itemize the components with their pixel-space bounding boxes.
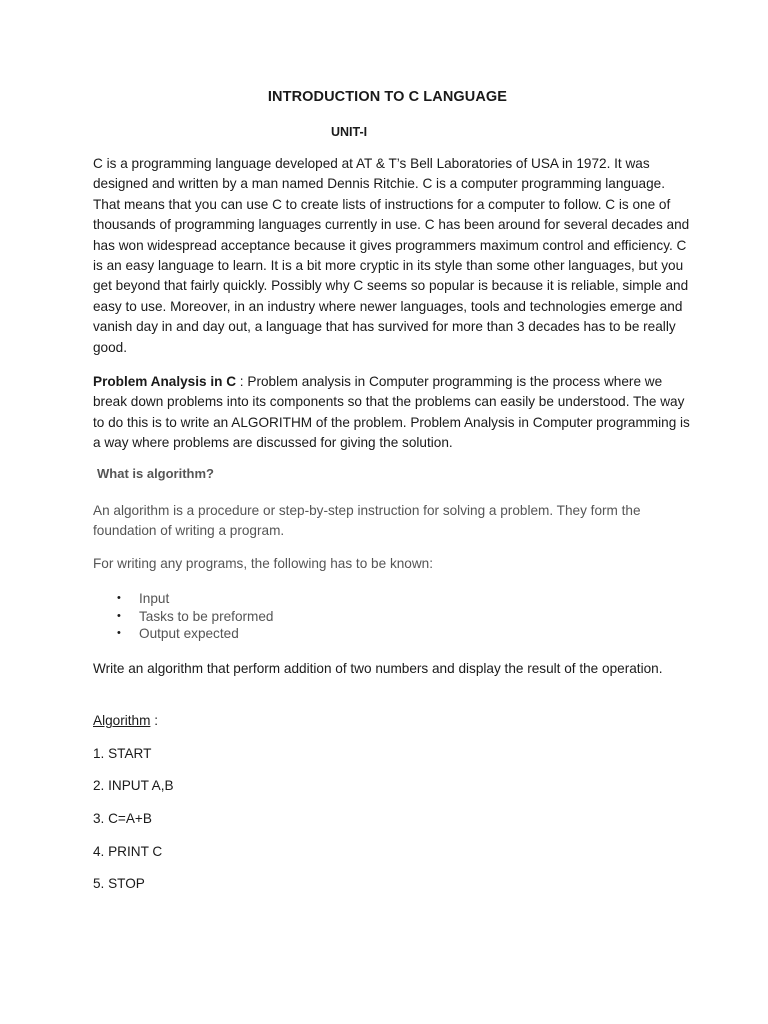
algorithm-definition: An algorithm is a procedure or step-by-step instruction for solving a problem. They form the foundation of writing a program.: [93, 503, 641, 538]
list-item: [93, 608, 274, 626]
exercise-prompt: Write an algorithm that perform addition of two numbers and display the result of the operation.: [93, 661, 663, 676]
algorithm-step: 3. C=A+B: [93, 811, 152, 826]
bullet-icon: •: [117, 609, 121, 622]
list-item: [93, 625, 274, 643]
problem-analysis-separator: :: [236, 374, 248, 389]
list-item: [93, 590, 274, 608]
problem-analysis-text: Problem analysis in Computer programming is the process where we break down problems into its components so that the problems can easily be understood. The way to do this is to write an ALGORITHM of the problem. Problem Analysis in Computer programming is a way where problems are discussed for giving the solution.: [93, 374, 690, 451]
problem-analysis-paragraph: [93, 372, 693, 454]
requirements-list: [93, 590, 274, 643]
algorithm-label: [93, 713, 158, 728]
algorithm-step: 2. INPUT A,B: [93, 778, 174, 793]
algorithm-label-suffix: :: [150, 713, 158, 728]
bullet-icon: •: [117, 592, 121, 604]
requirements-intro: For writing any programs, the following has to be known:: [93, 556, 434, 571]
document-title: INTRODUCTION TO C LANGUAGE: [267, 89, 508, 105]
bullet-icon: •: [117, 627, 121, 639]
intro-paragraph: C is a programming language developed at AT & T’s Bell Laboratories of USA in 1972. It was designed and written by a man named Dennis Ritchie. C is a computer programming language. That means that you can use C to create lists of instructions for a computer to follow. C is one of thousands of programming languages currently in use. C has been around for several decades and has won widespread acceptance because it gives programmers maximum control and efficiency. C is an easy language to learn. It is a bit more cryptic in its style than some other languages, but you get beyond that fairly quickly. Possibly why C seems so popular is because it is reliable, simple and easy to use. Moreover, in an industry where newer languages, tools and technologies emerge and vanish day in and day out, a language that has survived for more than 3 decades has to be really good.: [93, 156, 690, 355]
algorithm-heading: What is algorithm?: [97, 466, 214, 481]
unit-label: UNIT-I: [331, 125, 368, 139]
algorithm-step: 5. STOP: [93, 876, 145, 891]
list-item-text: Tasks to be preformed: [139, 608, 274, 624]
problem-analysis-label: Problem Analysis in C: [93, 374, 237, 389]
algorithm-label-text: Algorithm: [93, 713, 151, 728]
algorithm-step: 1. START: [93, 746, 152, 761]
list-item-text: Output expected: [139, 626, 239, 641]
list-item-text: Input: [139, 591, 170, 606]
algorithm-step: 4. PRINT C: [93, 844, 163, 859]
